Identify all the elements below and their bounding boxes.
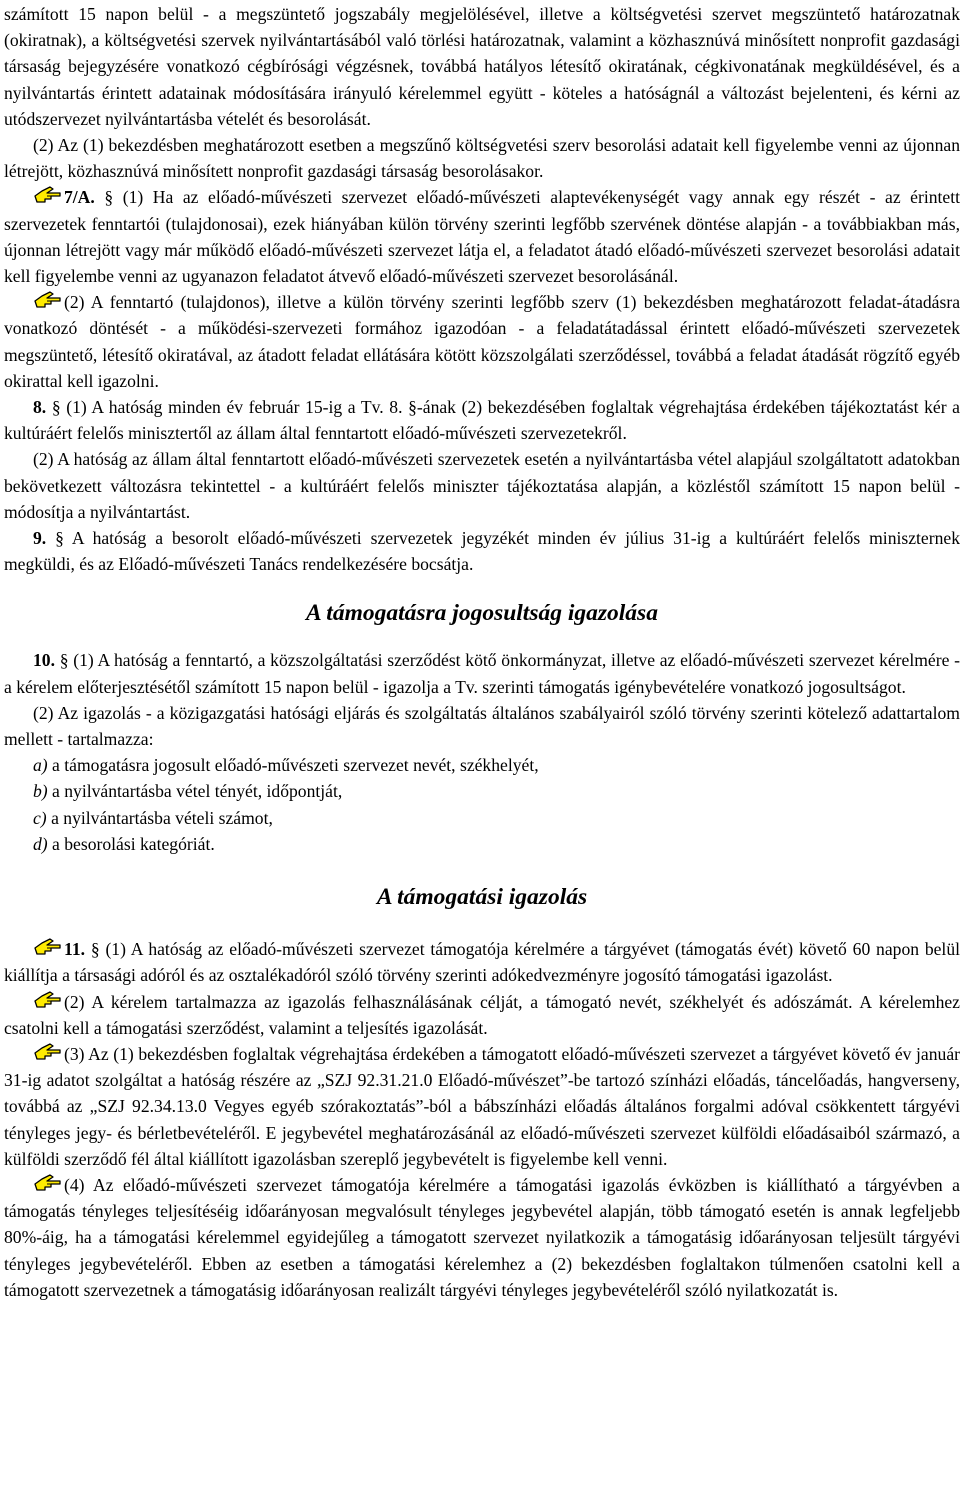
section-sign: § [55,528,64,549]
list-letter: d) [33,833,48,854]
section-text: (2) A fenntartó (tulajdonos), illetve a külön törvény szerinti legfőbb szerv (1) bekezdésben meghatározott feladat-átadásra vonatkozó döntését - a működési-szervezeti formához igazodóan - a feladatátadással érintett előadó-művészeti szervezetek megszüntető, létesítő okiratával, az átadott feladat ellátására kötött közszolgálati szerződéssel, továbbá a feladat átadását rögzítő egyéb okirattal kell igazolni. [4,292,960,391]
pointing-hand-icon[interactable] [33,1042,63,1064]
list-letter: c) [33,807,47,828]
section-number: 10. [33,650,55,671]
section-10-1 [4,647,960,699]
section-11-4 [4,1172,960,1303]
pointing-hand-icon[interactable] [33,937,63,959]
section-text: (1) Ha az előadó-művészeti szervezet előadó-művészeti alaptevékenységét vagy annak egy részét - az érintett szervezetek fenntartói (tulajdonosai), ezek hiányában külön törvény szerinti legfőbb szervének döntése alapján - a továbbiakban más, újonnan létrejött vagy már működő előadó-művészeti szervezet látja el, a feladatot átadó előadó-művészeti szervezet besorolási adatait kell figyelembe venni az ugyanazon feladatot átvevő előadó-művészeti szervezet besorolásánál. [4,187,960,287]
section-sign: § [104,187,114,208]
section-text: A hatóság a besorolt előadó-művészeti szervezetek jegyzékét minden év július 31-ig a kultúráért felelős miniszternek megküldi, és az Előadó-művészeti Tanács rendelkezésére bocsátja. [4,528,960,575]
list-item [33,805,960,831]
section-9 [4,525,960,577]
section-10-2: (2) Az igazolás - a közigazgatási hatósági eljárás és szolgáltatás általános szabályairól szóló törvény szerinti kötelező adattartalom mellett - tartalmazza: [4,702,960,750]
section-text: (2) A kérelem tartalmazza az igazolás felhasználásának célját, a támogató nevét, székhelyét és adószámát. A kérelemhez csatolni kell a támogatási szerződést, valamint a teljesítés igazolását. [4,991,960,1038]
pointing-hand-icon[interactable] [33,185,63,207]
list-item [33,831,960,857]
section-text: (1) A hatóság minden év február 15-ig a Tv. 8. §-ának (2) bekezdésében foglaltak végrehajtása érdekében tájékoztatást kér a kultúráért felelős minisztertől az állam által fenntartott előadó-művészeti szervezetekről. [4,397,960,444]
section-sign: § [51,397,61,418]
section-11-3 [4,1041,960,1172]
list-item [33,778,960,804]
section-text: (4) Az előadó-művészeti szervezet támogatója kérelmére a támogatási igazolás évközben is kiállítható a tárgyévben a támogatás tényleges teljesítéséig időarányosan megvalósult tényleges jegybevétel alapján, több támogató esetén is annak legfeljebb 80%-áig, ha a támogatási kérelemmel egyidejűleg a támogatott szervezet nyilatkozik a támogatásig időarányosan teljesült tárgyévi tényleges jegybevételéről. Ebben az esetben a támogatási kérelemhez a (2) bekezdésben foglaltakon túlmenően csatolni kell a támogatott szervezetnek a támogatásig időarányosan realizált tárgyévi tényleges jegybevételéről szóló nyilatkozatát is. [4,1174,960,1300]
heading-support-certificate: A támogatási igazolás [376,884,588,911]
section-8-2: (2) A hatóság az állam által fenntartott előadó-művészeti szervezetek esetén a nyilvántartásba vétel alapjául szolgáltatott adatokban bekövetkezett változásra tekintettel - a kultúráért felelős miniszter tájékoztatása alapján, a közléstől számított 15 napon belül - módosítja a nyilvántartást. [4,449,960,522]
paragraph-continuation: számított 15 napon belül - a megszüntető jogszabály megjelölésével, illetve a költségvetési szervet megszüntető határozatnak (okiratnak), a költségvetési szervek nyilvántartásából való törlési határozatnak, valamint a közhasznúvá minősített nonprofit gazdasági társaság bejegyzésére vonatkozó cégbírósági végzésnek, továbbá hatályos létesítő okiratának, cégkivonatának megküldésével, és a nyilvántartás érintett adatainak módosítására irányuló kérelemmel együtt - köteles a hatóságnál a változást bejelenteni, és kérni az utódszervezet nyilvántartásba vételét és besorolását. [4,4,960,129]
section-number: 8. [33,397,47,418]
section-number: 11. [64,939,86,960]
section-8-1 [4,394,960,446]
list-text: a támogatásra jogosult előadó-művészeti szervezet nevét, székhelyét, [47,755,539,776]
document-page [4,1,960,1303]
section-sign: § [59,650,69,671]
section-number: 7/A. [64,187,95,208]
list-letter: a) [33,755,48,776]
pointing-hand-icon[interactable] [33,990,63,1012]
list-text: a nyilvántartásba vétel tényét, időpontját, [47,781,343,802]
section-text: (1) A hatóság az előadó-művészeti szervezet támogatója kérelmére a tárgyévet (támogatás évét) követő 60 napon belül kiállítja a társasági adóról és az osztalékadóról szóló törvény szerinti adókedvezményre jogosító támogatási igazolást. [4,939,960,986]
section-text: (3) Az (1) bekezdésben foglaltak végrehajtása érdekében a támogatott előadó-művészeti szervezet a tárgyévet követő év január 31-ig adatot szolgáltat a hatóság részére az „SZJ 92.31.21.0 Előadó-művészet”-be tartozó színházi előadás, táncelőadás, hangverseny, továbbá az „SZJ 92.34.13.0 Vegyes egyéb szórakoztatás”-ból a bábszínházi előadás általános forgalmi adóval csökkentett tárgyévi tényleges jegy- és bérletbevételéről. E jegybevétel meghatározásánál az előadó-művészeti szervezet külföldi előadásaiból származó, a külföldi szerződő fél által kiállított igazolásban szereplő jegybevételt is figyelembe kell venni. [4,1043,960,1169]
section-11-2 [4,989,960,1041]
section-11-1 [4,936,960,988]
pointing-hand-icon[interactable] [33,1173,63,1195]
section-sign: § [90,939,100,960]
heading-eligibility: A támogatásra jogosultság igazolása [306,600,658,627]
list-item [33,752,960,778]
section-7a-1 [4,184,960,289]
list-text: a besorolási kategóriát. [47,833,215,854]
section-number: 9. [33,528,47,549]
section-7a-2 [4,289,960,394]
paragraph-7-2: (2) Az (1) bekezdésben meghatározott esetben a megszűnő költségvetési szerv besorolási adatait kell figyelembe venni az újonnan létrejött, közhasznúvá minősített nonprofit gazdasági társaság besorolásakor. [4,135,960,182]
section-text: (1) A hatóság a fenntartó, a közszolgáltatási szerződést kötő önkormányzat, illetve az előadó-művészeti szervezet kérelmére - a kérelem előterjesztésétől számított 15 napon belül - igazolja a Tv. szerinti támogatás igénybevételére vonatkozó jogosultságot. [4,650,960,697]
list-letter: b) [33,781,48,802]
pointing-hand-icon[interactable] [33,290,63,312]
list-text: a nyilvántartásba vételi számot, [46,807,273,828]
